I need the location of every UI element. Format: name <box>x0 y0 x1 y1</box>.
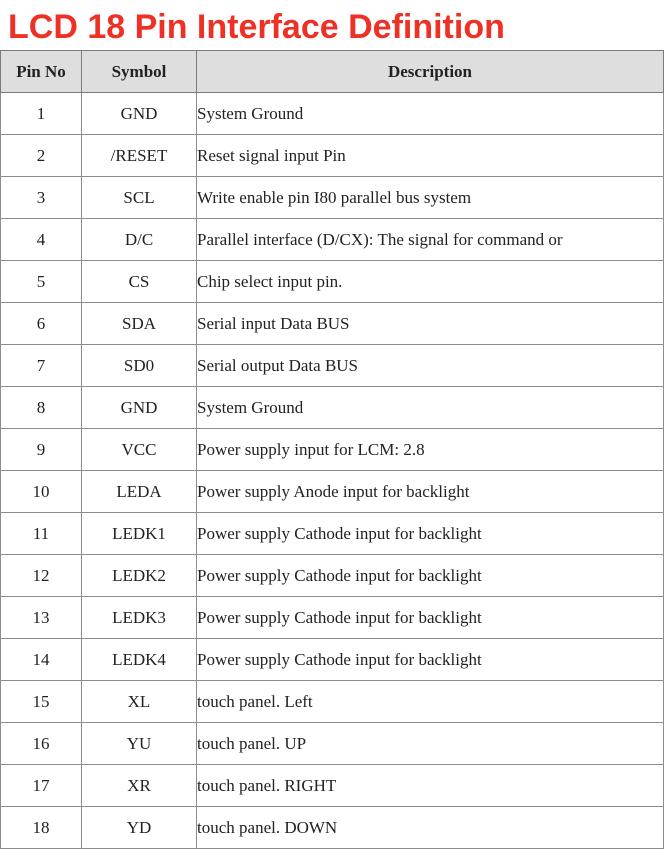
pin-symbol: D/C <box>82 219 197 261</box>
pin-description: touch panel. Left <box>197 681 664 723</box>
pin-symbol: /RESET <box>82 135 197 177</box>
header-description: Description <box>197 51 664 93</box>
pin-number: 2 <box>1 135 82 177</box>
table-row <box>1 303 664 345</box>
header-pin-no: Pin No <box>1 51 82 93</box>
table-row <box>1 93 664 135</box>
pin-symbol: GND <box>82 93 197 135</box>
pin-number: 13 <box>1 597 82 639</box>
pin-symbol: XR <box>82 765 197 807</box>
table-row <box>1 261 664 303</box>
pin-number: 7 <box>1 345 82 387</box>
pin-symbol: LEDK4 <box>82 639 197 681</box>
table-row <box>1 513 664 555</box>
pin-number: 3 <box>1 177 82 219</box>
pin-number: 15 <box>1 681 82 723</box>
pin-symbol: LEDA <box>82 471 197 513</box>
pin-description: touch panel. RIGHT <box>197 765 664 807</box>
table-row <box>1 765 664 807</box>
pin-description: Serial input Data BUS <box>197 303 664 345</box>
table-row <box>1 597 664 639</box>
pin-number: 6 <box>1 303 82 345</box>
pin-symbol: XL <box>82 681 197 723</box>
pin-description: Reset signal input Pin <box>197 135 664 177</box>
pin-symbol: GND <box>82 387 197 429</box>
table-row <box>1 723 664 765</box>
table-row <box>1 135 664 177</box>
pin-number: 1 <box>1 93 82 135</box>
pin-number: 18 <box>1 807 82 849</box>
pin-symbol: VCC <box>82 429 197 471</box>
table-row <box>1 639 664 681</box>
table-row <box>1 681 664 723</box>
pin-description: Serial output Data BUS <box>197 345 664 387</box>
pin-symbol: LEDK2 <box>82 555 197 597</box>
pin-description: System Ground <box>197 93 664 135</box>
pin-description: System Ground <box>197 387 664 429</box>
pin-description: Power supply Anode input for backlight <box>197 471 664 513</box>
pin-description: Power supply input for LCM: 2.8 <box>197 429 664 471</box>
pin-number: 4 <box>1 219 82 261</box>
pin-symbol: SDA <box>82 303 197 345</box>
pin-definition-table <box>0 50 664 849</box>
table-row <box>1 807 664 849</box>
pin-description: Chip select input pin. <box>197 261 664 303</box>
pin-description: touch panel. UP <box>197 723 664 765</box>
pin-number: 10 <box>1 471 82 513</box>
table-row <box>1 219 664 261</box>
pin-symbol: LEDK1 <box>82 513 197 555</box>
pin-number: 11 <box>1 513 82 555</box>
pin-description: Parallel interface (D/CX): The signal for command or <box>197 219 664 261</box>
pin-symbol: YD <box>82 807 197 849</box>
header-symbol: Symbol <box>82 51 197 93</box>
pin-number: 8 <box>1 387 82 429</box>
pin-number: 17 <box>1 765 82 807</box>
pin-symbol: SCL <box>82 177 197 219</box>
table-row <box>1 345 664 387</box>
table-header-row <box>1 51 664 93</box>
pin-number: 14 <box>1 639 82 681</box>
pin-description: Power supply Cathode input for backlight <box>197 639 664 681</box>
pin-description: touch panel. DOWN <box>197 807 664 849</box>
table-row <box>1 387 664 429</box>
pin-symbol: SD0 <box>82 345 197 387</box>
table-row <box>1 555 664 597</box>
page-title: LCD 18 Pin Interface Definition <box>8 8 505 46</box>
table-row <box>1 471 664 513</box>
pin-number: 9 <box>1 429 82 471</box>
pin-number: 12 <box>1 555 82 597</box>
pin-description: Power supply Cathode input for backlight <box>197 597 664 639</box>
pin-symbol: LEDK3 <box>82 597 197 639</box>
pin-number: 5 <box>1 261 82 303</box>
pin-symbol: CS <box>82 261 197 303</box>
pin-number: 16 <box>1 723 82 765</box>
table-row <box>1 429 664 471</box>
pin-description: Write enable pin I80 parallel bus system <box>197 177 664 219</box>
table-row <box>1 177 664 219</box>
pin-symbol: YU <box>82 723 197 765</box>
pin-description: Power supply Cathode input for backlight <box>197 555 664 597</box>
pin-description: Power supply Cathode input for backlight <box>197 513 664 555</box>
